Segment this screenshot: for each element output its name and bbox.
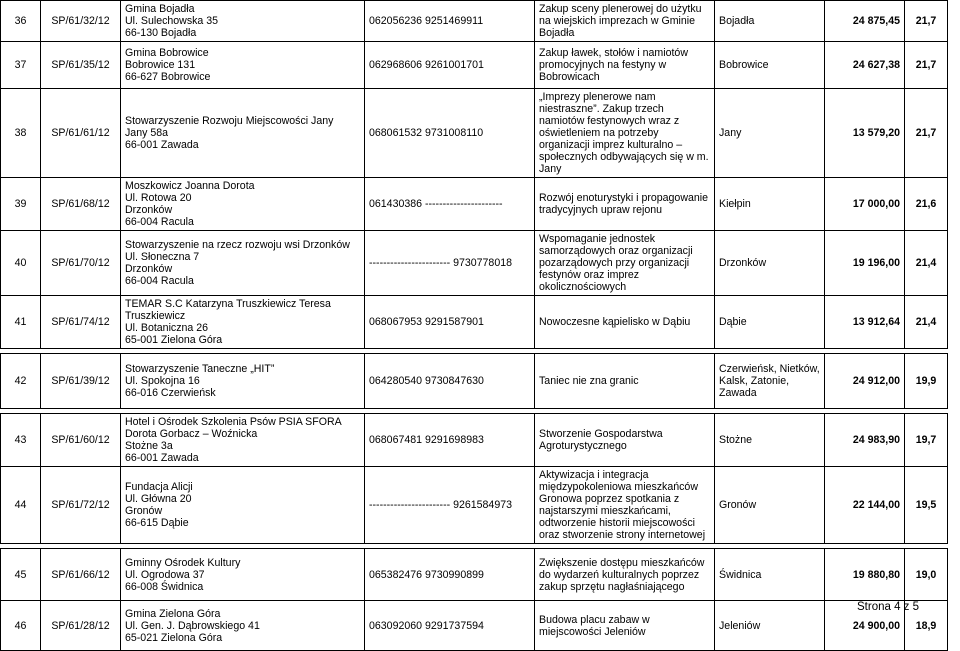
applicant-address-line: Ul. Sulechowska 35 <box>125 15 219 27</box>
score-points: 18,9 <box>905 601 948 651</box>
applicant-address <box>121 601 365 651</box>
regon-nip-numbers: ----------------------- 9730778018 <box>365 231 535 296</box>
score-points: 21,7 <box>905 89 948 178</box>
table-row <box>1 354 948 409</box>
table-row <box>1 414 948 467</box>
score-points: 19,0 <box>905 549 948 601</box>
applicant-address-line: Stowarzyszenie na rzecz rozwoju wsi Drzonków <box>125 239 350 251</box>
applicant-address-line: Moszkowicz Joanna Dorota <box>125 180 255 192</box>
application-number: SP/61/74/12 <box>41 296 121 349</box>
regon-nip-numbers: 068067481 9291698983 <box>365 414 535 467</box>
row-number: 46 <box>1 601 41 651</box>
project-title: Stworzenie Gospodarstwa Agroturystycznego <box>535 414 715 467</box>
applicant-address-line: Stowarzyszenie Rozwoju Miejscowości Jany <box>125 115 334 127</box>
application-number: SP/61/39/12 <box>41 354 121 409</box>
applicant-address-line: Gminny Ośrodek Kultury <box>125 556 241 569</box>
applicant-address-line: Drzonków <box>125 263 173 275</box>
project-title: Budowa placu zabaw w miejscowości Jeleniów <box>535 601 715 651</box>
score-points: 19,5 <box>905 467 948 544</box>
score-points: 21,7 <box>905 1 948 42</box>
project-title: Aktywizacja i integracja międzypokoleniowa mieszkańców Gronowa poprzez spotkania z najstarszymi mieszkańcami, odtworzenie historii miejscowości oraz stworzenie strony internetowej <box>535 467 715 544</box>
table-row <box>1 296 948 349</box>
application-number: SP/61/28/12 <box>41 601 121 651</box>
page-number: Strona 4 z 5 <box>857 601 920 613</box>
project-location: Drzonków <box>715 231 825 296</box>
row-number: 38 <box>1 89 41 178</box>
row-number: 45 <box>1 549 41 601</box>
table-row <box>1 1 948 42</box>
project-title: Zakup sceny plenerowej do użytku na wiejskich imprezach w Gminie Bojadła <box>535 1 715 42</box>
applicant-address-line: Ul. Spokojna 16 <box>125 375 200 387</box>
applicant-address-line: Ul. Słoneczna 7 <box>125 251 200 263</box>
project-location: Gronów <box>715 467 825 544</box>
score-points: 19,7 <box>905 414 948 467</box>
table-row <box>1 42 948 89</box>
applicant-address-line: 66-001 Zawada <box>125 139 199 151</box>
applicant-address-line: 66-016 Czerwieńsk <box>125 387 216 399</box>
grant-amount: 24 900,00 <box>825 601 905 651</box>
applicant-address-line: 65-021 Zielona Góra <box>125 631 223 644</box>
applicant-address <box>121 549 365 601</box>
row-number: 42 <box>1 354 41 409</box>
applicant-address-line: 66-004 Racula <box>125 275 194 287</box>
applicant-address-line: Gmina Bojadła <box>125 3 195 15</box>
project-title: Taniec nie zna granic <box>535 354 715 409</box>
row-number: 41 <box>1 296 41 349</box>
applicant-address-line: Dorota Gorbacz – Woźnicka <box>125 428 258 440</box>
applicant-address-line: Ul. Botaniczna 26 <box>125 322 209 334</box>
score-points: 21,7 <box>905 42 948 89</box>
project-location: Stożne <box>715 414 825 467</box>
regon-nip-numbers: 062968606 9261001701 <box>365 42 535 89</box>
grant-amount: 13 912,64 <box>825 296 905 349</box>
applicant-address-line: Gmina Zielona Góra <box>125 607 221 620</box>
project-title: Rozwój enoturystyki i propagowanie tradycyjnych upraw rejonu <box>535 178 715 231</box>
regon-nip-numbers: 068061532 9731008110 <box>365 89 535 178</box>
project-title: Nowoczesne kąpielisko w Dąbiu <box>535 296 715 349</box>
regon-nip-numbers: 062056236 9251469911 <box>365 1 535 42</box>
grant-amount: 19 196,00 <box>825 231 905 296</box>
applicant-address-line: Jany 58a <box>125 127 168 139</box>
applicant-address-line: Ul. Główna 20 <box>125 493 192 505</box>
applicant-address-line: 66-615 Dąbie <box>125 517 189 529</box>
application-number: SP/61/70/12 <box>41 231 121 296</box>
grant-amount: 24 875,45 <box>825 1 905 42</box>
applicant-address-line: Ul. Ogrodowa 37 <box>125 568 205 581</box>
table-row <box>1 89 948 178</box>
application-number: SP/61/72/12 <box>41 467 121 544</box>
applicant-address-line: Stożne 3a <box>125 440 173 452</box>
grant-amount: 24 912,00 <box>825 354 905 409</box>
project-location: Czerwieńsk, Nietków, Kalsk, Zatonie, Zawada <box>715 354 825 409</box>
applicant-address-line: Drzonków <box>125 204 173 216</box>
grant-amount: 19 880,80 <box>825 549 905 601</box>
table-row <box>1 231 948 296</box>
score-points: 19,9 <box>905 354 948 409</box>
project-location: Bobrowice <box>715 42 825 89</box>
applicant-address-line: Ul. Gen. J. Dąbrowskiego 41 <box>125 619 260 632</box>
applicant-address <box>121 178 365 231</box>
regon-nip-numbers: ----------------------- 9261584973 <box>365 467 535 544</box>
applicant-address <box>121 414 365 467</box>
applicant-address-line: Gmina Bobrowice <box>125 47 209 59</box>
applicant-address-line: Fundacja Alicji <box>125 481 193 493</box>
regon-nip-numbers: 064280540 9730847630 <box>365 354 535 409</box>
grant-amount: 22 144,00 <box>825 467 905 544</box>
application-number: SP/61/35/12 <box>41 42 121 89</box>
applicant-address <box>121 231 365 296</box>
applicant-address <box>121 354 365 409</box>
row-number: 40 <box>1 231 41 296</box>
applicant-address <box>121 42 365 89</box>
applicant-address-line: Bobrowice 131 <box>125 59 196 71</box>
regon-nip-numbers: 065382476 9730990899 <box>365 549 535 601</box>
regon-nip-numbers: 068067953 9291587901 <box>365 296 535 349</box>
applicant-address-line: 66-004 Racula <box>125 216 194 228</box>
applicant-address <box>121 296 365 349</box>
project-location: Dąbie <box>715 296 825 349</box>
applicant-address-line: TEMAR S.C Katarzyna Truszkiewicz Teresa Truszkiewicz <box>125 298 331 322</box>
applicant-address-line: 66-008 Świdnica <box>125 580 204 593</box>
applicant-address-line: 66-130 Bojadła <box>125 27 197 39</box>
table-row <box>1 467 948 544</box>
application-number: SP/61/66/12 <box>41 549 121 601</box>
score-points: 21,4 <box>905 296 948 349</box>
applicant-address <box>121 89 365 178</box>
grant-amount: 24 627,38 <box>825 42 905 89</box>
project-location: Świdnica <box>715 549 825 601</box>
row-number: 43 <box>1 414 41 467</box>
table-row <box>1 549 948 601</box>
row-number: 36 <box>1 1 41 42</box>
project-location: Jany <box>715 89 825 178</box>
applicant-address <box>121 1 365 42</box>
applicant-address <box>121 467 365 544</box>
table-row <box>1 178 948 231</box>
table-body <box>1 1 948 651</box>
project-title: „Imprezy plenerowe nam niestraszne”. Zakup trzech namiotów festynowych wraz z oświetleniem na potrzeby organizacji imprez kulturalno – społecznych odbywających się w m. Jany <box>535 89 715 178</box>
regon-nip-numbers: 061430386 ---------------------- <box>365 178 535 231</box>
application-number: SP/61/60/12 <box>41 414 121 467</box>
applicant-address-line: 66-001 Zawada <box>125 452 199 464</box>
grant-amount: 17 000,00 <box>825 178 905 231</box>
grant-amount: 24 983,90 <box>825 414 905 467</box>
regon-nip-numbers: 063092060 9291737594 <box>365 601 535 651</box>
applicant-address-line: Stowarzyszenie Taneczne „HIT” <box>125 363 275 375</box>
applicant-address-line: Gronów <box>125 505 163 517</box>
project-location: Bojadła <box>715 1 825 42</box>
applicant-address-line: Hotel i Ośrodek Szkolenia Psów PSIA SFORA <box>125 416 342 428</box>
row-number: 37 <box>1 42 41 89</box>
applicant-address-line: 66-627 Bobrowice <box>125 71 211 83</box>
applicant-address-line: 65-001 Zielona Góra <box>125 334 223 346</box>
row-number: 39 <box>1 178 41 231</box>
applicant-address-line: Ul. Rotowa 20 <box>125 192 192 204</box>
application-number: SP/61/61/12 <box>41 89 121 178</box>
score-points: 21,6 <box>905 178 948 231</box>
application-number: SP/61/68/12 <box>41 178 121 231</box>
application-number: SP/61/32/12 <box>41 1 121 42</box>
project-title: Zakup ławek, stołów i namiotów promocyjnych na festyny w Bobrowicach <box>535 42 715 89</box>
grant-amount: 13 579,20 <box>825 89 905 178</box>
project-location: Jeleniów <box>715 601 825 651</box>
score-points: 21,4 <box>905 231 948 296</box>
table-row <box>1 601 948 651</box>
project-title: Wspomaganie jednostek samorządowych oraz organizacji pozarządowych przy organizacji festynów oraz imprez okolicznościowych <box>535 231 715 296</box>
project-location: Kiełpin <box>715 178 825 231</box>
project-title: Zwiększenie dostępu mieszkańców do wydarzeń kulturalnych poprzez zakup sprzętu nagłaśniającego <box>535 549 715 601</box>
row-number: 44 <box>1 467 41 544</box>
